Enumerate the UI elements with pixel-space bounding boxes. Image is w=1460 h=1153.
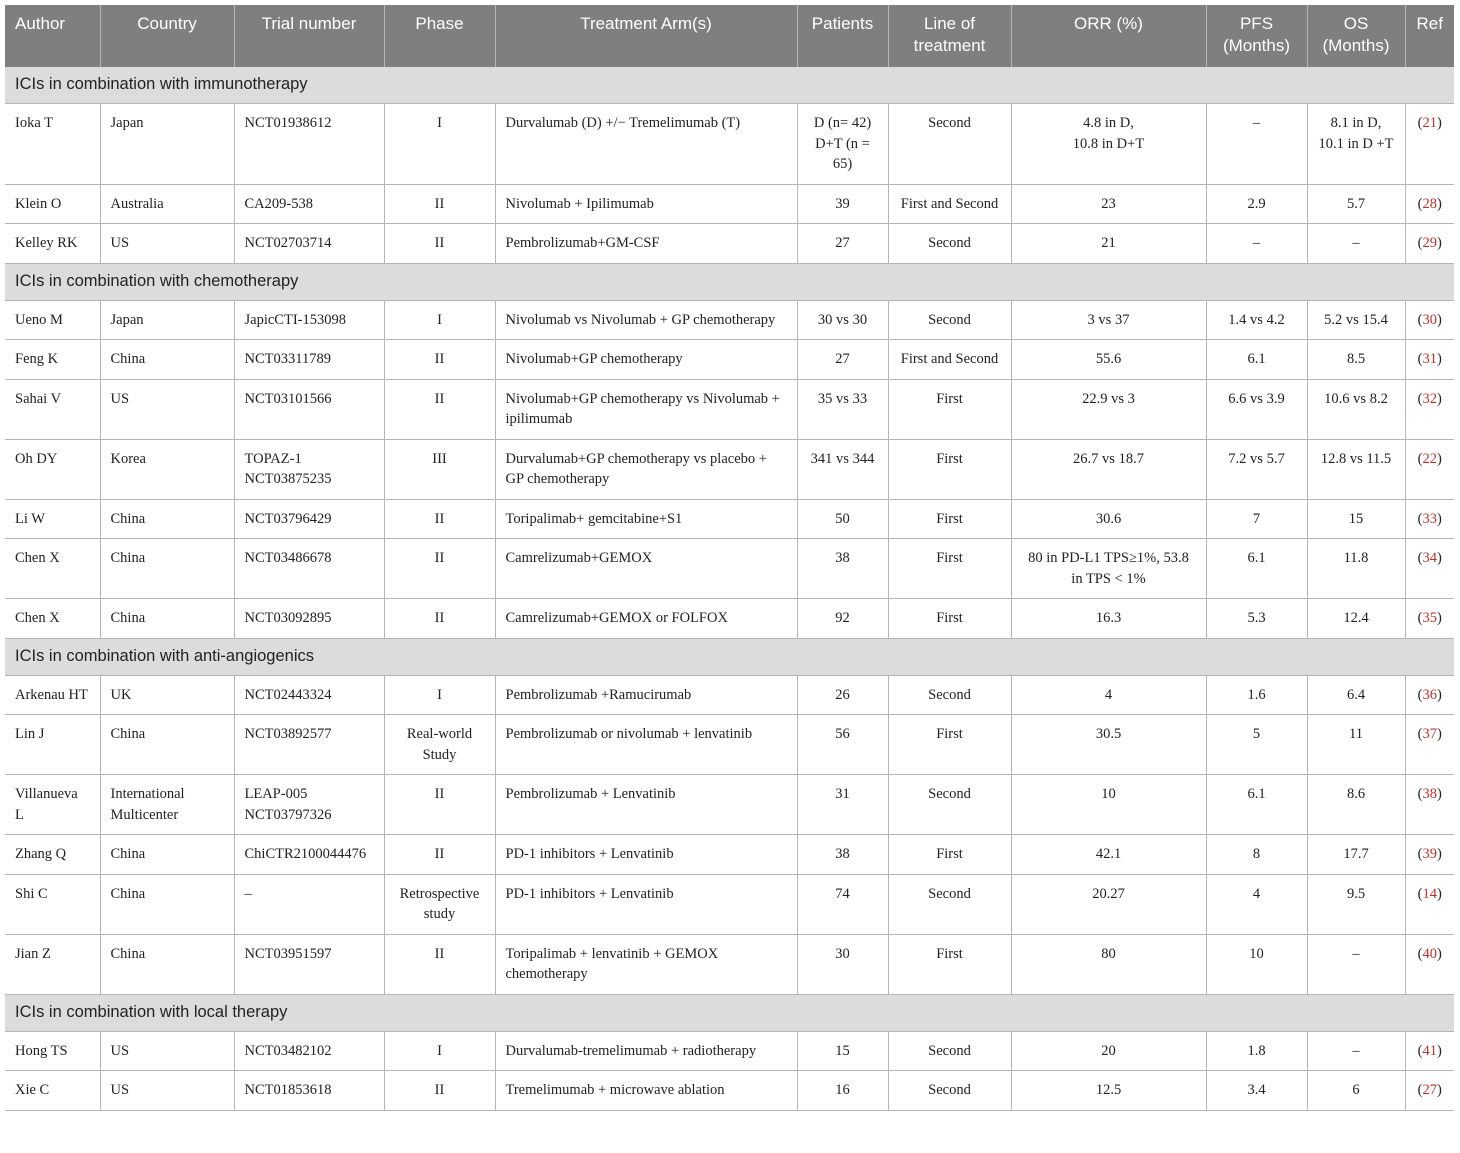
country-cell: US — [100, 1031, 234, 1071]
treatment-arm-cell: Camrelizumab+GEMOX or FOLFOX — [495, 599, 797, 639]
reference-link[interactable]: 40 — [1422, 945, 1437, 962]
table-row — [5, 599, 1454, 639]
patients-cell: 74 — [797, 874, 888, 934]
table-row — [5, 1031, 1454, 1071]
country-cell: US — [100, 1071, 234, 1111]
table-row — [5, 300, 1454, 340]
patients-cell: 38 — [797, 835, 888, 875]
orr-cell: 4.8 in D, 10.8 in D+T — [1011, 104, 1206, 185]
os-cell: – — [1307, 1031, 1405, 1071]
reference-link[interactable]: 38 — [1422, 786, 1437, 802]
reference-link[interactable]: 35 — [1422, 610, 1437, 626]
patients-cell: D (n= 42) D+T (n = 65) — [797, 104, 888, 185]
line-of-treatment-cell: First and Second — [888, 184, 1011, 224]
line-of-treatment-cell: First — [888, 439, 1011, 499]
section-header-row — [5, 638, 1454, 675]
orr-cell: 3 vs 37 — [1011, 300, 1206, 340]
phase-cell: II — [384, 539, 495, 599]
treatment-arm-cell: PD-1 inhibitors + Lenvatinib — [495, 874, 797, 934]
trial-number-cell: NCT02443324 — [234, 675, 384, 715]
trials-table — [5, 5, 1454, 1111]
section-header-row — [5, 67, 1454, 104]
trial-number-cell: LEAP-005 NCT03797326 — [234, 775, 384, 835]
line-of-treatment-cell: First — [888, 379, 1011, 439]
trial-number-cell: ChiCTR2100044476 — [234, 835, 384, 875]
phase-cell: II — [384, 499, 495, 539]
reference-link[interactable]: 39 — [1422, 846, 1437, 862]
section-title: ICIs in combination with local therapy — [5, 994, 1454, 1031]
country-cell: China — [100, 599, 234, 639]
patients-cell: 35 vs 33 — [797, 379, 888, 439]
table-row — [5, 835, 1454, 875]
os-cell: 11 — [1307, 715, 1405, 775]
author-cell: Villanueva L — [5, 775, 100, 835]
pfs-cell: 6.1 — [1206, 539, 1307, 599]
col-header-line-of-treatment: Line of treatment — [888, 5, 1011, 67]
phase-cell: II — [384, 184, 495, 224]
patients-cell: 50 — [797, 499, 888, 539]
patients-cell: 26 — [797, 675, 888, 715]
treatment-arm-cell: Durvalumab (D) +/− Tremelimumab (T) — [495, 104, 797, 185]
phase-cell: II — [384, 599, 495, 639]
ref-cell: (14) — [1405, 874, 1454, 934]
os-cell: 8.5 — [1307, 340, 1405, 380]
patients-cell: 39 — [797, 184, 888, 224]
line-of-treatment-cell: First — [888, 499, 1011, 539]
table-row — [5, 715, 1454, 775]
patients-cell: 27 — [797, 340, 888, 380]
treatment-arm-cell: Pembrolizumab +Ramucirumab — [495, 675, 797, 715]
os-cell: 5.7 — [1307, 184, 1405, 224]
os-cell: 9.5 — [1307, 874, 1405, 934]
ref-cell: (35) — [1405, 599, 1454, 639]
phase-cell: II — [384, 1071, 495, 1111]
phase-cell: II — [384, 340, 495, 380]
country-cell: US — [100, 224, 234, 264]
country-cell: US — [100, 379, 234, 439]
pfs-cell: 1.4 vs 4.2 — [1206, 300, 1307, 340]
section-title: ICIs in combination with anti-angiogenics — [5, 638, 1454, 675]
orr-cell: 80 in PD-L1 TPS≥1%, 53.8 in TPS < 1% — [1011, 539, 1206, 599]
ref-cell: (41) — [1405, 1031, 1454, 1071]
phase-cell: II — [384, 835, 495, 875]
reference-link[interactable]: 29 — [1422, 235, 1437, 251]
ref-cell: (29) — [1405, 224, 1454, 264]
author-cell: Kelley RK — [5, 224, 100, 264]
line-of-treatment-cell: Second — [888, 224, 1011, 264]
treatment-arm-cell: Nivolumab + Ipilimumab — [495, 184, 797, 224]
orr-cell: 21 — [1011, 224, 1206, 264]
trial-number-cell: NCT01938612 — [234, 104, 384, 185]
orr-cell: 20.27 — [1011, 874, 1206, 934]
orr-cell: 4 — [1011, 675, 1206, 715]
table-row — [5, 675, 1454, 715]
os-cell: 5.2 vs 15.4 — [1307, 300, 1405, 340]
treatment-arm-cell: Pembrolizumab or nivolumab + lenvatinib — [495, 715, 797, 775]
ref-cell: (37) — [1405, 715, 1454, 775]
table-row — [5, 934, 1454, 994]
orr-cell: 10 — [1011, 775, 1206, 835]
patients-cell: 31 — [797, 775, 888, 835]
author-cell: Feng K — [5, 340, 100, 380]
treatment-arm-cell: Nivolumab+GP chemotherapy — [495, 340, 797, 380]
reference-link[interactable]: 14 — [1422, 885, 1437, 902]
trial-number-cell: NCT03892577 — [234, 715, 384, 775]
table-body — [5, 67, 1454, 1110]
author-cell: Ueno M — [5, 300, 100, 340]
patients-cell: 92 — [797, 599, 888, 639]
table-row — [5, 379, 1454, 439]
trial-number-cell: NCT01853618 — [234, 1071, 384, 1111]
line-of-treatment-cell: Second — [888, 675, 1011, 715]
country-cell: Australia — [100, 184, 234, 224]
author-cell: Sahai V — [5, 379, 100, 439]
author-cell: Li W — [5, 499, 100, 539]
os-cell: 15 — [1307, 499, 1405, 539]
trial-number-cell: NCT02703714 — [234, 224, 384, 264]
phase-cell: II — [384, 224, 495, 264]
table-row — [5, 539, 1454, 599]
trial-number-cell: NCT03951597 — [234, 934, 384, 994]
trial-number-cell: NCT03311789 — [234, 340, 384, 380]
author-cell: Zhang Q — [5, 835, 100, 875]
orr-cell: 22.9 vs 3 — [1011, 379, 1206, 439]
pfs-cell: 2.9 — [1206, 184, 1307, 224]
author-cell: Lin J — [5, 715, 100, 775]
country-cell: China — [100, 715, 234, 775]
col-header-treatment-arms: Treatment Arm(s) — [495, 5, 797, 67]
line-of-treatment-cell: Second — [888, 104, 1011, 185]
author-cell: Shi C — [5, 874, 100, 934]
trial-number-cell: TOPAZ-1 NCT03875235 — [234, 439, 384, 499]
os-cell: 11.8 — [1307, 539, 1405, 599]
ref-cell: (33) — [1405, 499, 1454, 539]
reference-link[interactable]: 41 — [1422, 1042, 1437, 1059]
reference-link[interactable]: 30 — [1422, 311, 1437, 328]
orr-cell: 20 — [1011, 1031, 1206, 1071]
ref-cell: (30) — [1405, 300, 1454, 340]
patients-cell: 30 vs 30 — [797, 300, 888, 340]
ref-cell: (27) — [1405, 1071, 1454, 1111]
patients-cell: 15 — [797, 1031, 888, 1071]
phase-cell: Retrospective study — [384, 874, 495, 934]
ref-cell: (39) — [1405, 835, 1454, 875]
table-row — [5, 499, 1454, 539]
line-of-treatment-cell: First — [888, 835, 1011, 875]
table-row — [5, 874, 1454, 934]
treatment-arm-cell: Pembrolizumab + Lenvatinib — [495, 775, 797, 835]
treatment-arm-cell: Tremelimumab + microwave ablation — [495, 1071, 797, 1111]
pfs-cell: – — [1206, 224, 1307, 264]
reference-link[interactable]: 33 — [1422, 510, 1437, 527]
author-cell: Hong TS — [5, 1031, 100, 1071]
col-header-os: OS (Months) — [1307, 5, 1405, 67]
reference-link[interactable]: 34 — [1422, 550, 1437, 566]
ref-cell: (40) — [1405, 934, 1454, 994]
reference-link[interactable]: 36 — [1422, 686, 1437, 703]
orr-cell: 23 — [1011, 184, 1206, 224]
country-cell: Korea — [100, 439, 234, 499]
phase-cell: I — [384, 1031, 495, 1071]
phase-cell: II — [384, 934, 495, 994]
trial-number-cell: NCT03796429 — [234, 499, 384, 539]
table-row — [5, 775, 1454, 835]
pfs-cell: 10 — [1206, 934, 1307, 994]
line-of-treatment-cell: First — [888, 934, 1011, 994]
col-header-trial-number: Trial number — [234, 5, 384, 67]
table-row — [5, 104, 1454, 185]
phase-cell: II — [384, 379, 495, 439]
os-cell: 8.1 in D, 10.1 in D +T — [1307, 104, 1405, 185]
col-header-patients: Patients — [797, 5, 888, 67]
table-row — [5, 1071, 1454, 1111]
author-cell: Klein O — [5, 184, 100, 224]
pfs-cell: 6.1 — [1206, 340, 1307, 380]
line-of-treatment-cell: Second — [888, 874, 1011, 934]
col-header-country: Country — [100, 5, 234, 67]
orr-cell: 26.7 vs 18.7 — [1011, 439, 1206, 499]
pfs-cell: 4 — [1206, 874, 1307, 934]
orr-cell: 80 — [1011, 934, 1206, 994]
trial-number-cell: JapicCTI-153098 — [234, 300, 384, 340]
pfs-cell: 7.2 vs 5.7 — [1206, 439, 1307, 499]
country-cell: China — [100, 539, 234, 599]
orr-cell: 42.1 — [1011, 835, 1206, 875]
orr-cell: 30.5 — [1011, 715, 1206, 775]
ref-cell: (28) — [1405, 184, 1454, 224]
reference-link[interactable]: 27 — [1422, 1082, 1437, 1098]
pfs-cell: 1.8 — [1206, 1031, 1307, 1071]
ref-cell: (21) — [1405, 104, 1454, 185]
ref-cell: (36) — [1405, 675, 1454, 715]
treatment-arm-cell: Nivolumab vs Nivolumab + GP chemotherapy — [495, 300, 797, 340]
table-row — [5, 439, 1454, 499]
os-cell: 6.4 — [1307, 675, 1405, 715]
patients-cell: 16 — [797, 1071, 888, 1111]
line-of-treatment-cell: Second — [888, 1031, 1011, 1071]
trial-number-cell: CA209-538 — [234, 184, 384, 224]
pfs-cell: 5.3 — [1206, 599, 1307, 639]
section-title: ICIs in combination with chemotherapy — [5, 263, 1454, 300]
ref-cell: (22) — [1405, 439, 1454, 499]
patients-cell: 341 vs 344 — [797, 439, 888, 499]
reference-link[interactable]: 28 — [1422, 195, 1437, 212]
orr-cell: 55.6 — [1011, 340, 1206, 380]
line-of-treatment-cell: Second — [888, 775, 1011, 835]
orr-cell: 16.3 — [1011, 599, 1206, 639]
reference-link[interactable]: 22 — [1422, 450, 1437, 467]
pfs-cell: 3.4 — [1206, 1071, 1307, 1111]
author-cell: Ioka T — [5, 104, 100, 185]
col-header-author: Author — [5, 5, 100, 67]
country-cell: UK — [100, 675, 234, 715]
treatment-arm-cell: PD-1 inhibitors + Lenvatinib — [495, 835, 797, 875]
ref-cell: (31) — [1405, 340, 1454, 380]
treatment-arm-cell: Toripalimab + lenvatinib + GEMOX chemotherapy — [495, 934, 797, 994]
country-cell: China — [100, 499, 234, 539]
phase-cell: I — [384, 675, 495, 715]
country-cell: Japan — [100, 104, 234, 185]
header-row — [5, 5, 1454, 67]
pfs-cell: 5 — [1206, 715, 1307, 775]
patients-cell: 38 — [797, 539, 888, 599]
phase-cell: I — [384, 104, 495, 185]
author-cell: Chen X — [5, 599, 100, 639]
pfs-cell: 6.1 — [1206, 775, 1307, 835]
author-cell: Chen X — [5, 539, 100, 599]
line-of-treatment-cell: First — [888, 599, 1011, 639]
table-row — [5, 340, 1454, 380]
os-cell: 12.8 vs 11.5 — [1307, 439, 1405, 499]
table-row — [5, 224, 1454, 264]
patients-cell: 27 — [797, 224, 888, 264]
section-header-row — [5, 994, 1454, 1031]
col-header-pfs: PFS (Months) — [1206, 5, 1307, 67]
country-cell: International Multicenter — [100, 775, 234, 835]
phase-cell: III — [384, 439, 495, 499]
os-cell: – — [1307, 224, 1405, 264]
os-cell: – — [1307, 934, 1405, 994]
os-cell: 8.6 — [1307, 775, 1405, 835]
section-header-row — [5, 263, 1454, 300]
ref-cell: (32) — [1405, 379, 1454, 439]
phase-cell: II — [384, 775, 495, 835]
reference-link[interactable]: 37 — [1422, 726, 1437, 742]
line-of-treatment-cell: First — [888, 715, 1011, 775]
trial-number-cell: NCT03486678 — [234, 539, 384, 599]
line-of-treatment-cell: Second — [888, 1071, 1011, 1111]
country-cell: China — [100, 934, 234, 994]
pfs-cell: 6.6 vs 3.9 — [1206, 379, 1307, 439]
pfs-cell: 8 — [1206, 835, 1307, 875]
treatment-arm-cell: Toripalimab+ gemcitabine+S1 — [495, 499, 797, 539]
os-cell: 6 — [1307, 1071, 1405, 1111]
author-cell: Jian Z — [5, 934, 100, 994]
pfs-cell: 7 — [1206, 499, 1307, 539]
reference-link[interactable]: 31 — [1422, 351, 1437, 367]
os-cell: 17.7 — [1307, 835, 1405, 875]
treatment-arm-cell: Durvalumab-tremelimumab + radiotherapy — [495, 1031, 797, 1071]
col-header-orr: ORR (%) — [1011, 5, 1206, 67]
os-cell: 12.4 — [1307, 599, 1405, 639]
trial-number-cell: – — [234, 874, 384, 934]
patients-cell: 56 — [797, 715, 888, 775]
country-cell: China — [100, 835, 234, 875]
reference-link[interactable]: 32 — [1422, 390, 1437, 407]
line-of-treatment-cell: First and Second — [888, 340, 1011, 380]
patients-cell: 30 — [797, 934, 888, 994]
pfs-cell: 1.6 — [1206, 675, 1307, 715]
phase-cell: Real-world Study — [384, 715, 495, 775]
line-of-treatment-cell: Second — [888, 300, 1011, 340]
trial-number-cell: NCT03092895 — [234, 599, 384, 639]
section-title: ICIs in combination with immunotherapy — [5, 67, 1454, 104]
orr-cell: 30.6 — [1011, 499, 1206, 539]
ref-cell: (38) — [1405, 775, 1454, 835]
treatment-arm-cell: Pembrolizumab+GM-CSF — [495, 224, 797, 264]
treatment-arm-cell: Camrelizumab+GEMOX — [495, 539, 797, 599]
os-cell: 10.6 vs 8.2 — [1307, 379, 1405, 439]
ref-cell: (34) — [1405, 539, 1454, 599]
line-of-treatment-cell: First — [888, 539, 1011, 599]
pfs-cell: – — [1206, 104, 1307, 185]
trial-number-cell: NCT03101566 — [234, 379, 384, 439]
orr-cell: 12.5 — [1011, 1071, 1206, 1111]
author-cell: Arkenau HT — [5, 675, 100, 715]
country-cell: Japan — [100, 300, 234, 340]
trial-number-cell: NCT03482102 — [234, 1031, 384, 1071]
country-cell: China — [100, 340, 234, 380]
treatment-arm-cell: Nivolumab+GP chemotherapy vs Nivolumab + ipilimumab — [495, 379, 797, 439]
country-cell: China — [100, 874, 234, 934]
col-header-ref: Ref — [1405, 5, 1454, 67]
author-cell: Xie C — [5, 1071, 100, 1111]
author-cell: Oh DY — [5, 439, 100, 499]
phase-cell: I — [384, 300, 495, 340]
reference-link[interactable]: 21 — [1422, 115, 1437, 131]
table-row — [5, 184, 1454, 224]
col-header-phase: Phase — [384, 5, 495, 67]
treatment-arm-cell: Durvalumab+GP chemotherapy vs placebo + GP chemotherapy — [495, 439, 797, 499]
